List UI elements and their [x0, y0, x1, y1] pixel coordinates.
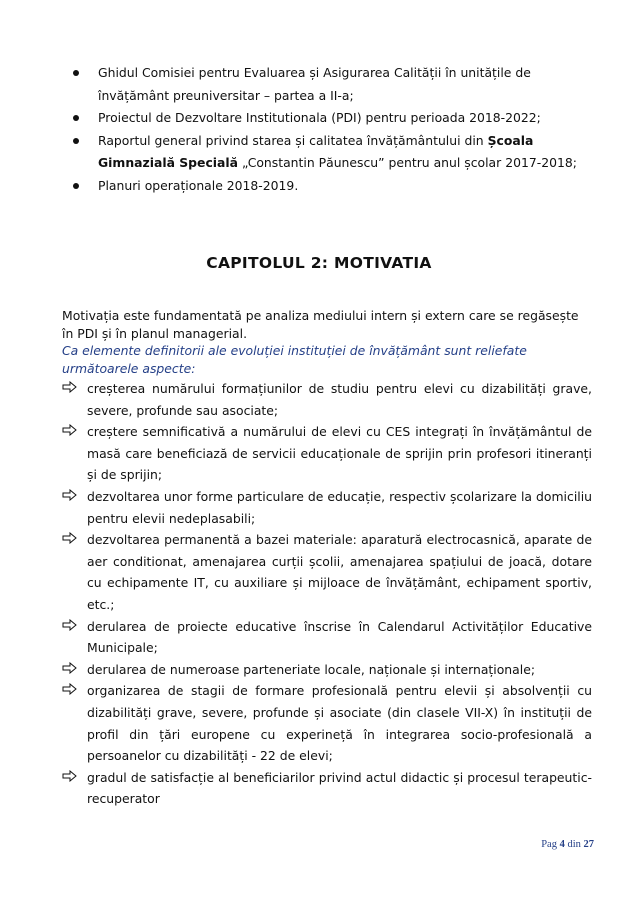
list-item [62, 659, 592, 681]
aspect-text: derularea de proiecte educative înscrise în Calendarul Activităților Educative Municipale; [87, 618, 592, 656]
reference-bullet-list [62, 62, 592, 197]
page-number: Pag 4 din 27 [541, 839, 594, 850]
aspect-text: gradul de satisfacție al beneficiarilor privind actul didactic și procesul terapeutic-recuperator [87, 769, 592, 807]
right-arrow-icon [62, 662, 77, 674]
intro-line-highlighted: Ca elemente definitorii ale evoluției instituției de învățământ sunt reliefate următoarele aspecte: [62, 343, 527, 376]
list-item: Planuri operaționale 2018-2019. [62, 175, 592, 198]
list-item [62, 486, 592, 529]
list-item [62, 421, 592, 486]
right-arrow-icon [62, 424, 77, 436]
aspect-text: dezvoltarea permanentă a bazei materiale: aparatură electrocasnică, aparate de aer conditionat, amenajarea curții școlii, amenajarea spațiului de joacă, dotare cu echipamente IT, cu auxiliare și mijloace de învățământ, echipament sportiv, etc.; [87, 532, 592, 612]
list-item [62, 767, 592, 810]
right-arrow-icon [62, 489, 77, 501]
aspect-text: creșterea numărului formațiunilor de studiu pentru elevi cu dizabilități grave, severe, profunde sau asociate; [87, 381, 592, 418]
intro-paragraph [62, 307, 592, 377]
right-arrow-icon [62, 770, 77, 782]
chapter-title: CAPITOLUL 2: MOTIVATIA [206, 254, 432, 272]
list-item: Proiectul de Dezvoltare Institutionala (PDI) pentru perioada 2018-2022; [62, 107, 592, 130]
list-item: Ghidul Comisiei pentru Evaluarea și Asigurarea Calității în unitățile de învățământ preuniversitar – partea a II-a; [62, 62, 592, 107]
aspect-text: derularea de numeroase parteneriate locale, naționale și internaționale; [87, 661, 535, 677]
right-arrow-icon [62, 619, 77, 631]
list-item: Raportul general privind starea și calitatea învățământului din Școala Gimnazială Specială „Constantin Păunescu” pentru anul școlar 2017-2018; [62, 130, 592, 175]
right-arrow-icon [62, 532, 77, 544]
list-item [62, 680, 592, 766]
aspect-text: creștere semnificativă a numărului de elevi cu CES integrați în învățământul de masă care beneficiază de servicii educaționale de sprijin prin profesori itineranți și de sprijin; [87, 424, 592, 483]
aspect-text: organizarea de stagii de formare profesională pentru elevii și absolvenții cu dizabilități grave, severe, profunde și asociate (din clasele VII-X) în instituții de profil din țări europene cu experineță în integrarea socio-profesională a persoanelor cu dizabilități - 22 de elevi; [87, 683, 592, 764]
aspect-text: dezvoltarea unor forme particulare de educație, respectiv școlarizare la domiciliu pentru elevii nedeplasabili; [87, 488, 592, 526]
school-name-bold: Școala Gimnazială Specială [98, 132, 534, 170]
aspects-list [62, 378, 592, 810]
list-item [62, 616, 592, 659]
list-item [62, 378, 592, 421]
list-item [62, 529, 592, 615]
right-arrow-icon [62, 381, 77, 393]
right-arrow-icon [62, 683, 77, 695]
intro-line: Motivația este fundamentată pe analiza mediului intern și extern care se regăsește în PDI și în planul managerial. [62, 308, 579, 341]
